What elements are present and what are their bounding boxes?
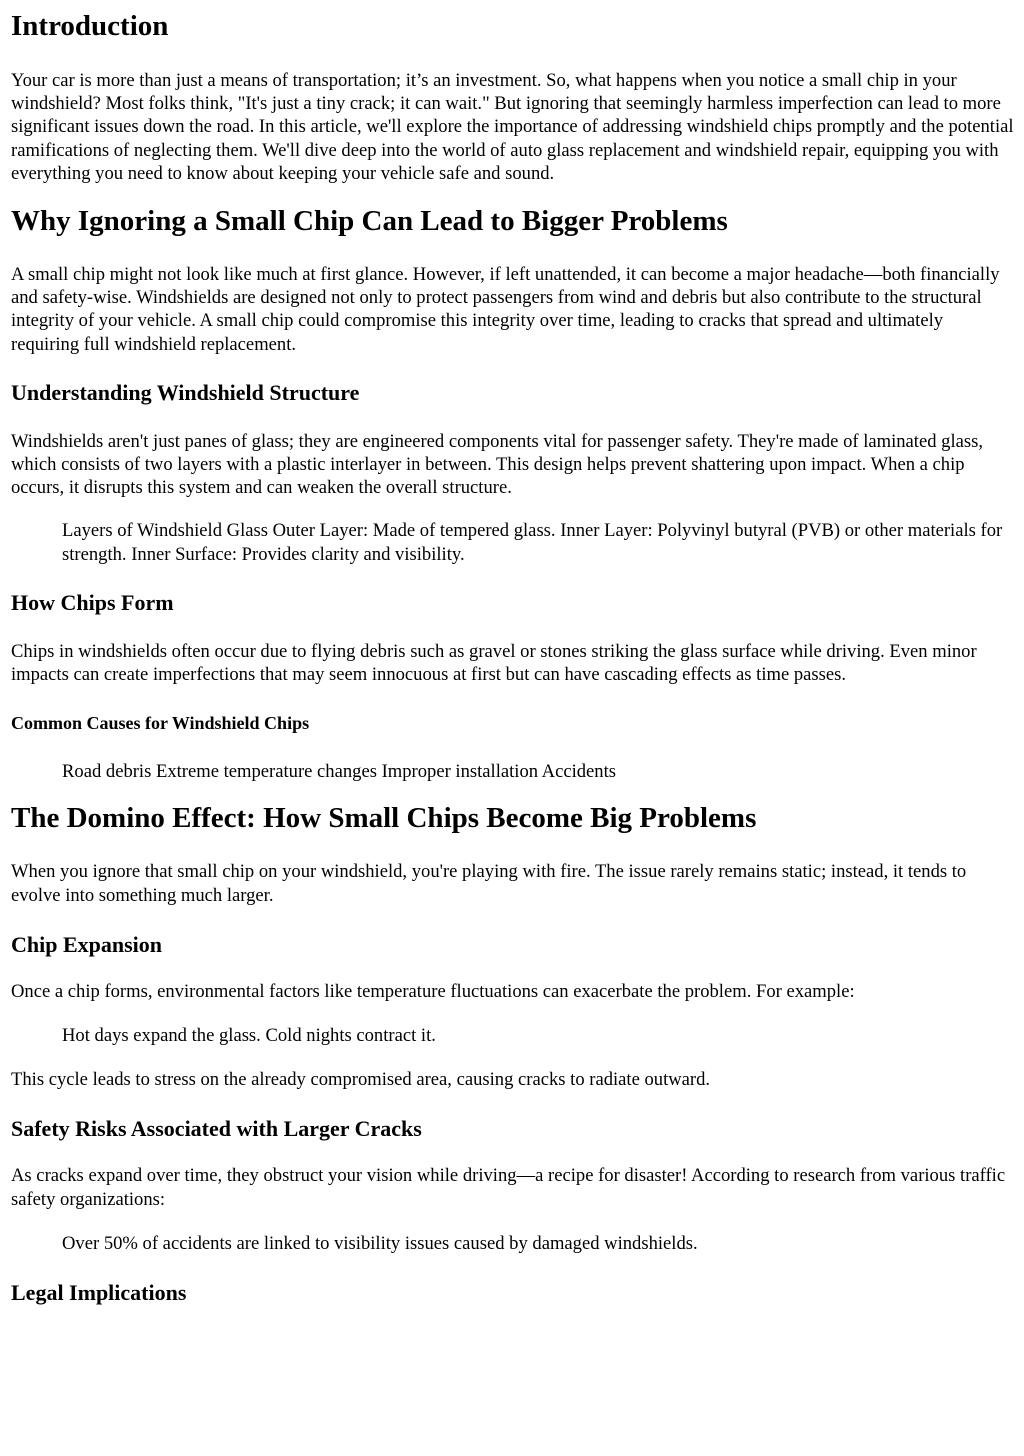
intro-heading: Introduction	[11, 10, 169, 42]
structure-paragraph: Windshields aren't just panes of glass; they are engineered components vital for passenger safety. They're made of laminated glass, which consists of two layers with a plastic interlayer in between. This design helps prevent shattering upon impact. When a chip occurs, it disrupts this system and can weaken the overall structure.	[11, 430, 984, 499]
causes-heading: Common Causes for Windshield Chips	[11, 713, 310, 734]
why-paragraph: A small chip might not look like much at first glance. However, if left unattended, it can become a major headache—both financially and safety-wise. Windshields are designed not only to protect passengers from wind and debris but also contribute to the structural integrity of your vehicle. A small chip could compromise this integrity over time, leading to cracks that spread and ultimately requiring full windshield replacement.	[11, 264, 1000, 355]
expansion-paragraph: Once a chip forms, environmental factors like temperature fluctuations can exacerbate the problem. For example:	[11, 980, 855, 1002]
article	[0, 10, 1024, 1306]
causes-quote: Road debris Extreme temperature changes Improper installation Accidents	[62, 761, 617, 783]
domino-heading: The Domino Effect: How Small Chips Become Big Problems	[11, 802, 757, 835]
chips-form-paragraph: Chips in windshields often occur due to flying debris such as gravel or stones striking the glass surface while driving. Even minor impacts can create imperfections that may seem innocuous at first but can have cascading effects as time passes.	[11, 640, 977, 686]
safety-heading: Safety Risks Associated with Larger Cracks	[11, 1116, 422, 1142]
expansion-after-paragraph: This cycle leads to stress on the already compromised area, causing cracks to radiate outward.	[11, 1069, 711, 1091]
expansion-quote: Hot days expand the glass. Cold nights contract it.	[62, 1025, 436, 1047]
safety-paragraph: As cracks expand over time, they obstruct your vision while driving—a recipe for disaster! According to research from various traffic safety organizations:	[11, 1165, 1006, 1210]
why-heading: Why Ignoring a Small Chip Can Lead to Bigger Problems	[11, 205, 728, 238]
structure-heading: Understanding Windshield Structure	[11, 379, 360, 405]
legal-heading: Legal Implications	[11, 1280, 187, 1306]
layers-quote: Layers of Windshield Glass Outer Layer: Made of tempered glass. Inner Layer: Polyvinyl butyral (PVB) or other materials for strength. Inner Surface: Provides clarity and visibility.	[62, 520, 1003, 565]
intro-paragraph: Your car is more than just a means of transportation; it’s an investment. So, what happens when you notice a small chip in your windshield? Most folks think, "It's just a tiny crack; it can wait." But ignoring that seemingly harmless imperfection can lead to more significant issues down the road. In this article, we'll explore the importance of addressing windshield chips promptly and the potential ramifications of neglecting them. We'll dive deep into the world of auto glass replacement and windshield repair, equipping you with everything you need to know about keeping your vehicle safe and sound.	[11, 70, 1014, 184]
chips-form-heading: How Chips Form	[11, 589, 174, 615]
domino-paragraph: When you ignore that small chip on your windshield, you're playing with fire. The issue rarely remains static; instead, it tends to evolve into something much larger.	[11, 861, 967, 906]
expansion-heading: Chip Expansion	[11, 931, 163, 957]
safety-quote: Over 50% of accidents are linked to visibility issues caused by damaged windshields.	[62, 1232, 698, 1254]
